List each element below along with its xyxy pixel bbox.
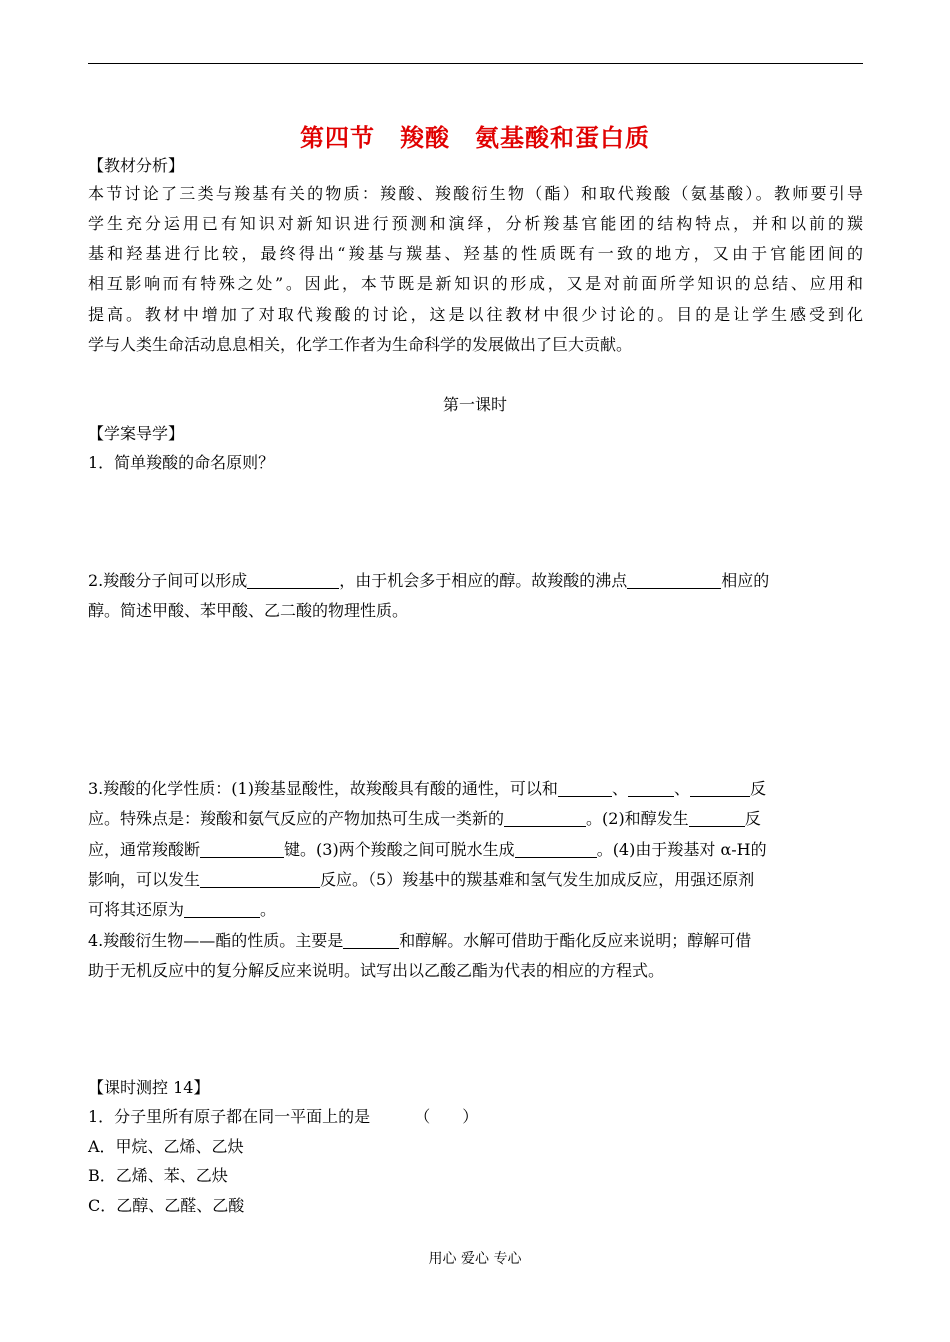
analysis-line: 本节讨论了三类与羧基有关的物质：羧酸、羧酸衍生物（酯）和取代羧酸（氨基酸）。教师要引导 [88,184,863,203]
question-text: 3.羧酸的化学性质：(1)羧基显酸性，故羧酸具有酸的通性，可以和 [88,779,558,798]
question-text: 。 [260,900,277,919]
quiz-heading: 【课时测控 14】 [88,1078,210,1097]
quiz-option-b: B．乙烯、苯、乙炔 [88,1166,228,1185]
analysis-line: 基和羟基进行比较，最终得出“羧基与羰基、羟基的性质既有一致的地方，又由于官能团间的 [88,244,863,263]
answer-blank[interactable] [200,839,284,858]
question-1: 1．简单羧酸的命名原则？ [88,453,275,472]
question-text: 、 [673,779,690,798]
question-text: 应。特殊点是：羧酸和氨气反应的产物加热可生成一类新的 [88,809,505,828]
answer-blank[interactable] [343,930,399,949]
answer-blank[interactable] [515,839,597,858]
answer-blank[interactable] [558,778,612,797]
analysis-line: 学生充分运用已有知识对新知识进行预测和演绎，分析羧基官能团的结构特点，并和以前的羰 [88,214,863,233]
question-2-line-2: 醇。简述甲酸、苯甲酸、乙二酸的物理性质。 [88,601,409,620]
question-text: 、 [611,779,628,798]
question-4-line-1 [88,927,863,955]
question-4-line-2: 助于无机反应中的复分解反应来说明。试写出以乙酸乙酯为代表的相应的方程式。 [88,961,665,980]
answer-parentheses[interactable]: （ ） [414,1107,479,1126]
lesson-label: 第一课时 [442,395,507,414]
answer-blank[interactable] [627,570,721,589]
question-3-line-2 [88,805,863,833]
question-text: 可将其还原为 [88,900,185,919]
guide-heading: 【学案导学】 [88,424,185,443]
quiz-option-a: A．甲烷、乙烯、乙炔 [88,1137,244,1156]
answer-blank[interactable] [184,899,260,918]
answer-blank[interactable] [504,808,586,827]
question-3-line-3 [88,836,863,864]
question-text: 。(4)由于羧基对 α-H的 [596,840,767,859]
quiz-question-1 [88,1103,863,1131]
answer-blank[interactable] [200,869,320,888]
question-text: 和醇解。水解可借助于酯化反应来说明；醇解可借 [399,931,752,950]
header-rule [88,63,863,64]
answer-blank[interactable] [690,778,750,797]
question-text: 相应的 [721,571,770,590]
analysis-line: 相互影响而有特殊之处”。因此，本节既是新知识的形成，又是对前面所学知识的总结、应用和 [88,274,863,293]
question-3-line-5 [88,896,863,924]
question-3-line-1 [88,775,863,803]
analysis-heading: 【教材分析】 [88,156,185,175]
question-text: 2.羧酸分子间可以形成 [88,571,248,590]
question-text: 反 [744,809,761,828]
question-text: 反应。（5）羧基中的羰基难和氢气发生加成反应，用强还原剂 [320,870,755,889]
question-2-line-1 [88,567,863,595]
question-text: 反 [749,779,766,798]
question-text: 应，通常羧酸断 [88,840,201,859]
quiz-option-c: C．乙醇、乙醛、乙酸 [88,1196,245,1215]
question-3-line-4 [88,866,863,894]
question-text: 4.羧酸衍生物——酯的性质。主要是 [88,931,344,950]
page-footer: 用心 爱心 专心 [428,1251,522,1267]
question-text: 。(2)和醇发生 [586,809,689,828]
answer-blank[interactable] [628,778,674,797]
section-title: 第四节 羧酸 氨基酸和蛋白质 [300,123,650,152]
analysis-line: 提高。教材中增加了对取代羧酸的讨论，这是以往教材中很少讨论的。目的是让学生感受到化 [88,305,863,324]
analysis-line: 学与人类生命活动息息相关，化学工作者为生命科学的发展做出了巨大贡献。 [88,335,633,354]
question-text: 影响，可以发生 [88,870,201,889]
answer-blank[interactable] [247,570,339,589]
question-text: 键。(3)两个羧酸之间可脱水生成 [284,840,515,859]
answer-blank[interactable] [689,808,745,827]
question-text: 1．分子里所有原子都在同一平面上的是 [88,1107,371,1126]
question-text: ，由于机会多于相应的醇。故羧酸的沸点 [339,571,628,590]
